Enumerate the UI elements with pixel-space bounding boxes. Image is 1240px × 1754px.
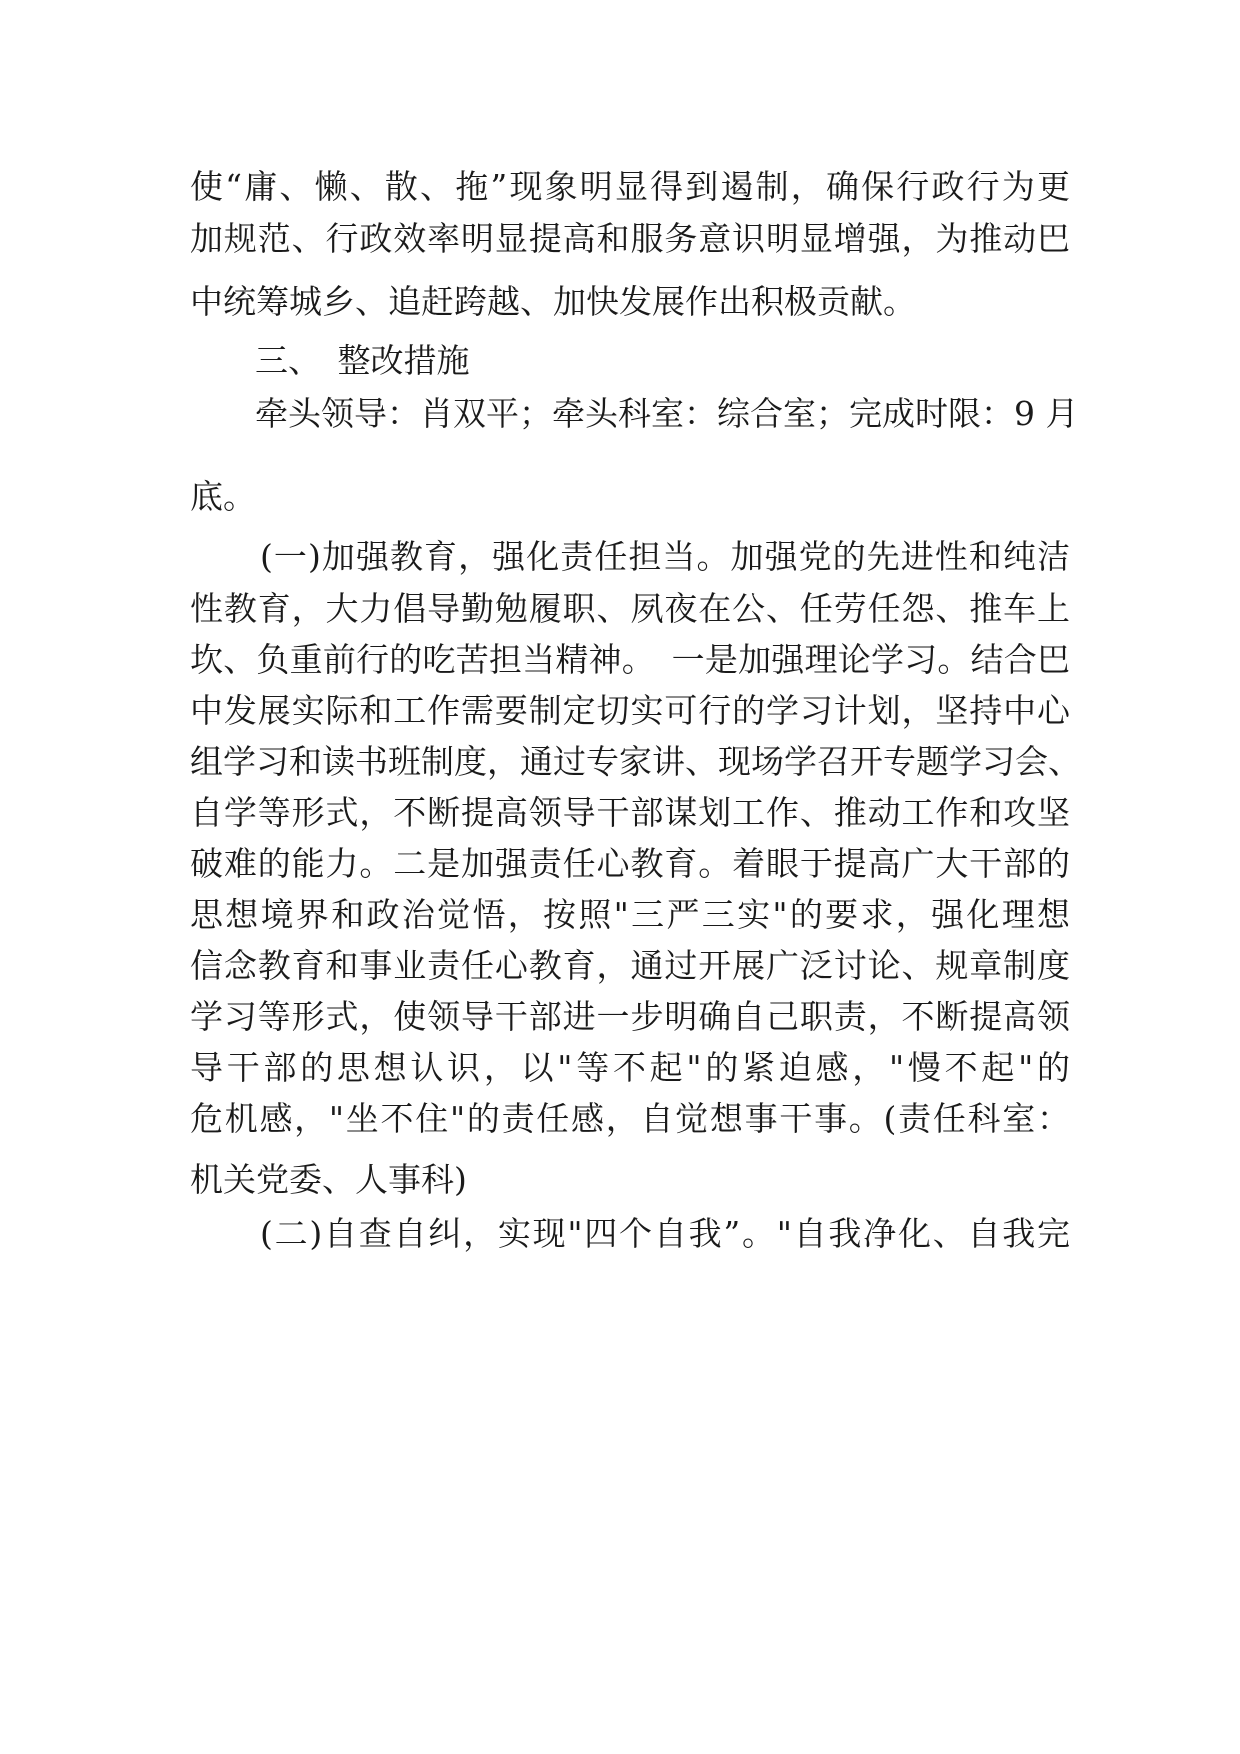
body-text-line: 中发展实际和工作需要制定切实可行的学习计划，坚持中心 — [190, 691, 1070, 730]
body-text-line: 学习等形式，使领导干部进一步明确自己职责，不断提高领 — [190, 997, 1070, 1036]
body-text-line: 机关党委、人事科) — [190, 1160, 467, 1199]
body-text-line: 使“庸、懒、散、拖”现象明显得到遏制，确保行政行为更 — [190, 167, 1070, 206]
body-text-line: 组学习和读书班制度，通过专家讲、现场学召开专题学习会、 — [190, 742, 1081, 781]
subsection-heading: (二)自查自纠，实现"四个自我”。"自我净化、自我完 — [260, 1214, 1070, 1253]
body-text-line: 底。 — [190, 477, 256, 516]
body-text-line: 性教育，大力倡导勤勉履职、夙夜在公、任劳任怨、推车上 — [190, 589, 1070, 628]
body-text-line: 信念教育和事业责任心教育，通过开展广泛讨论、规章制度 — [190, 946, 1070, 985]
section-heading: 三、 整改措施 — [255, 341, 470, 380]
body-text-line: 加规范、行政效率明显提高和服务意识明显增强，为推动巴 — [190, 219, 1070, 258]
body-text-line: 自学等形式，不断提高领导干部谋划工作、推动工作和攻坚 — [190, 793, 1070, 832]
body-text-line: 破难的能力。二是加强责任心教育。着眼于提高广大干部的 — [190, 844, 1070, 883]
body-text-line: 坎、负重前行的吃苦担当精神。 一是加强理论学习。结合巴 — [190, 640, 1070, 679]
subsection-heading: (一)加强教育，强化责任担当。加强党的先进性和纯洁 — [260, 537, 1070, 576]
body-text-line: 思想境界和政治觉悟，按照"三严三实"的要求，强化理想 — [190, 895, 1070, 934]
body-text-line: 导干部的思想认识，以"等不起"的紧迫感，"慢不起"的 — [190, 1048, 1070, 1087]
body-text-line: 中统筹城乡、追赶跨越、加快发展作出积极贡献。 — [190, 282, 916, 321]
body-text-line: 牵头领导：肖双平；牵头科室：综合室；完成时限：9 月 — [255, 394, 1079, 433]
body-text-line: 危机感，"坐不住"的责任感，自觉想事干事。(责任科室： — [190, 1099, 1070, 1138]
